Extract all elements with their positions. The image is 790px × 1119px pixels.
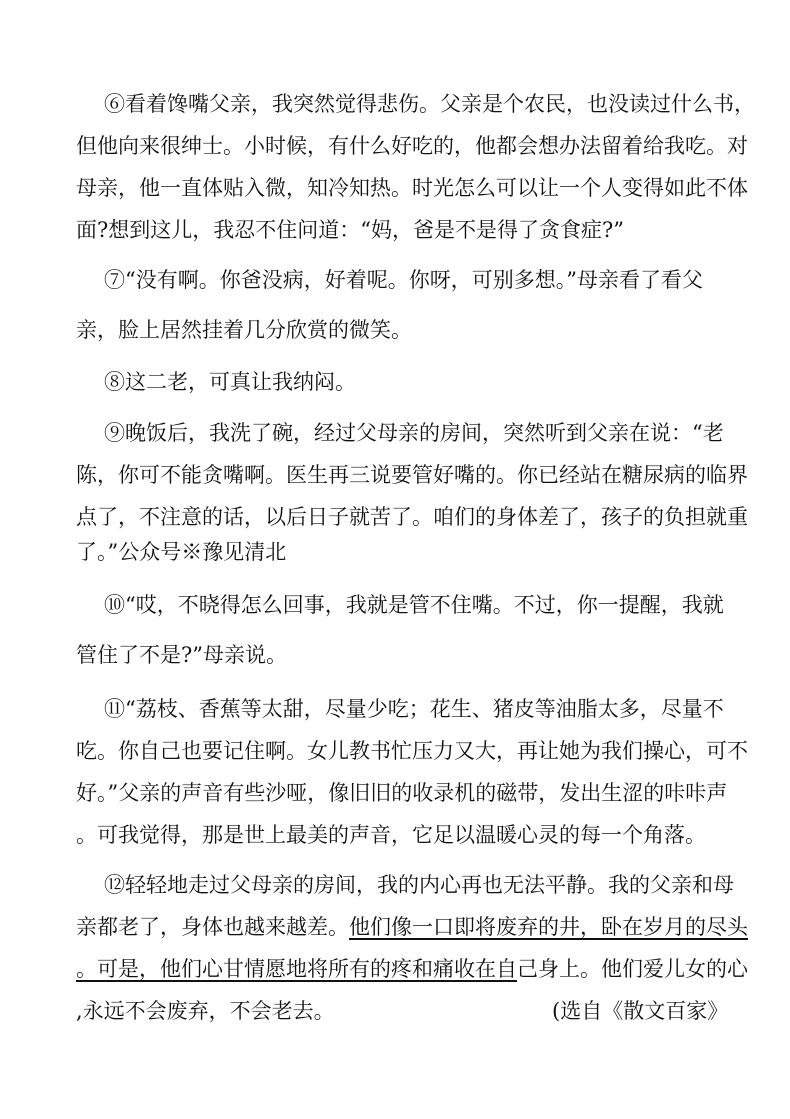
- source-citation: (选自《散文百家》: [552, 999, 729, 1023]
- text-line: 面?想到这儿，我忍不住问道：“妈，爸是不是得了贪食症?”: [76, 218, 624, 242]
- text-segment: 亲都老了，身体也越来越差。: [76, 915, 349, 939]
- text-line: ⑦“没有啊。你爸没病，好着呢。你呀，可别多想。”母亲看了看父: [104, 268, 703, 292]
- text-line: 吃。你自己也要记住啊。女儿教书忙压力又大，再让她为我们操心，可不: [76, 739, 748, 763]
- text-line: ⑨晚饭后，我洗了碗，经过父母亲的房间，突然听到父亲在说：“老: [104, 421, 724, 445]
- text-line: ⑥看着馋嘴父亲，我突然觉得悲伤。父亲是个农民，也没读过什么书，: [104, 92, 755, 116]
- text-line: 母亲，他一直体贴入微，知冷知热。时光怎么可以让一个人变得如此不体: [76, 176, 748, 200]
- text-line: [76, 952, 748, 986]
- text-line: 好。”父亲的声音有些沙哑，像旧旧的收录机的磁带，发出生涩的咔咔声: [76, 781, 728, 805]
- text-line: 。可我觉得，那是世上最美的声音，它足以温暖心灵的每一个角落。: [76, 823, 706, 847]
- text-segment: 己身上。他们爱儿女的心: [517, 957, 748, 981]
- text-line: 但他向来很绅士。小时候，有什么好吃的，他都会想办法留着给我吃。对: [76, 134, 748, 158]
- text-line: ⑫轻轻地走过父母亲的房间，我的内心再也无法平静。我的父亲和母: [104, 873, 734, 897]
- underlined-text: 。可是，他们心甘情愿地将所有的疼和痛收在自: [76, 957, 517, 981]
- text-line: ⑧这二老，可真让我纳闷。: [104, 370, 356, 394]
- text-line: ⑪“荔枝、香蕉等太甜，尽量少吃；花生、猪皮等油脂太多，尽量不: [104, 697, 724, 721]
- text-line: 管住了不是?”母亲说。: [76, 643, 287, 667]
- text-line: [76, 910, 748, 944]
- text-line: ,永远不会废弃，不会老去。: [76, 999, 335, 1023]
- text-line: 点了，不注意的话，以后日子就苦了。咱们的身体差了，孩子的负担就重: [76, 505, 748, 529]
- text-line: 了。”公众号※豫见清北: [76, 540, 287, 564]
- text-line: 亲，脸上居然挂着几分欣赏的微笑。: [76, 318, 412, 342]
- underlined-text: 他们像一口即将废弃的井，卧在岁月的尽头: [349, 915, 748, 939]
- text-line: 陈，你可不能贪嘴啊。医生再三说要管好嘴的。你已经站在糖尿病的临界: [76, 463, 748, 487]
- text-line: ⑩“哎，不晓得怎么回事，我就是管不住嘴。不过，你一提醒，我就: [104, 593, 724, 617]
